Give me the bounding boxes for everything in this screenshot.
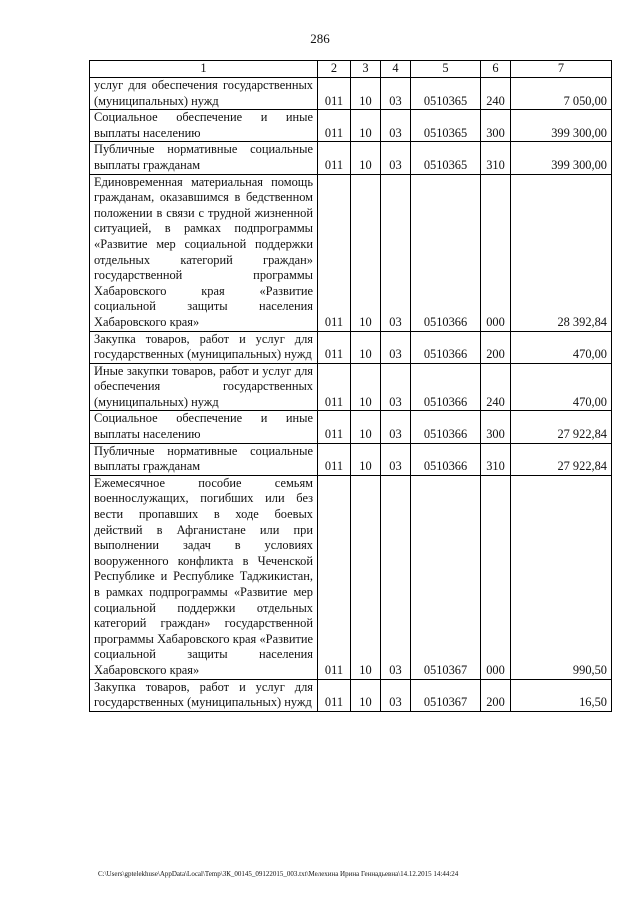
- row-description: Единовременная материальная помощь гражданам, оказавшимся в бедственном положении в связи с трудной жизненной ситуацией, в рамках подпрограммы «Развитие мер социальной поддержки отдельных категорий граждан» государственной программы Хабаровского края «Развитие социальной защиты населения Хабаровского края»: [90, 174, 318, 331]
- ministry-code: 011: [318, 475, 351, 679]
- subsection-code: 03: [381, 443, 411, 475]
- target-article-code: 0510367: [411, 679, 481, 711]
- amount: 399 300,00: [511, 110, 612, 142]
- ministry-code: 011: [318, 174, 351, 331]
- subsection-code: 03: [381, 679, 411, 711]
- amount: 470,00: [511, 331, 612, 363]
- row-description: Закупка товаров, работ и услуг для государственных (муниципальных) нужд: [90, 679, 318, 711]
- amount: 399 300,00: [511, 142, 612, 174]
- table-row: [90, 411, 612, 443]
- expense-type-code: 200: [481, 331, 511, 363]
- target-article-code: 0510366: [411, 363, 481, 411]
- target-article-code: 0510366: [411, 174, 481, 331]
- column-header: 6: [481, 61, 511, 78]
- row-description: Иные закупки товаров, работ и услуг для обеспечения государственных (муниципальных) нужд: [90, 363, 318, 411]
- amount: 470,00: [511, 363, 612, 411]
- ministry-code: 011: [318, 679, 351, 711]
- column-header: 3: [351, 61, 381, 78]
- expense-type-code: 300: [481, 411, 511, 443]
- target-article-code: 0510367: [411, 475, 481, 679]
- target-article-code: 0510366: [411, 443, 481, 475]
- section-code: 10: [351, 363, 381, 411]
- section-code: 10: [351, 110, 381, 142]
- expense-type-code: 240: [481, 78, 511, 110]
- row-description: Социальное обеспечение и иные выплаты населению: [90, 110, 318, 142]
- budget-table: [89, 60, 612, 712]
- ministry-code: 011: [318, 443, 351, 475]
- expense-type-code: 240: [481, 363, 511, 411]
- expense-type-code: 000: [481, 174, 511, 331]
- subsection-code: 03: [381, 411, 411, 443]
- target-article-code: 0510365: [411, 78, 481, 110]
- table-row: [90, 174, 612, 331]
- row-description: Публичные нормативные социальные выплаты гражданам: [90, 443, 318, 475]
- ministry-code: 011: [318, 110, 351, 142]
- target-article-code: 0510366: [411, 331, 481, 363]
- expense-type-code: 310: [481, 443, 511, 475]
- column-header: 4: [381, 61, 411, 78]
- table-row: [90, 363, 612, 411]
- ministry-code: 011: [318, 78, 351, 110]
- expense-type-code: 310: [481, 142, 511, 174]
- subsection-code: 03: [381, 78, 411, 110]
- column-header: 1: [90, 61, 318, 78]
- target-article-code: 0510366: [411, 411, 481, 443]
- column-header-row: [90, 61, 612, 78]
- table-row: [90, 475, 612, 679]
- amount: 990,50: [511, 475, 612, 679]
- subsection-code: 03: [381, 110, 411, 142]
- expense-type-code: 200: [481, 679, 511, 711]
- table-row: [90, 443, 612, 475]
- expense-type-code: 000: [481, 475, 511, 679]
- table-row: [90, 142, 612, 174]
- section-code: 10: [351, 475, 381, 679]
- target-article-code: 0510365: [411, 142, 481, 174]
- document-footer-path: C:\Users\gptelekhuse\AppData\Local\Temp\ЗК_00145_09122015_003.txt\Мелехина Ирина Геннадьевна\14.12.2015 14:44:24: [98, 870, 459, 878]
- page-number: 286: [310, 31, 330, 46]
- section-code: 10: [351, 443, 381, 475]
- row-description: Ежемесячное пособие семьям военнослужащих, погибших или без вести пропавших в ходе боевых действий в Афганистане или при выполнении задач в условиях вооруженного конфликта в Чеченской Республике и Республике Таджикистан, в рамках подпрограммы «Развитие мер социальной поддержки отдельных категорий граждан» государственной программы Хабаровского края «Развитие социальной защиты населения Хабаровского края»: [90, 475, 318, 679]
- subsection-code: 03: [381, 475, 411, 679]
- table-row: [90, 78, 612, 110]
- section-code: 10: [351, 411, 381, 443]
- section-code: 10: [351, 174, 381, 331]
- ministry-code: 011: [318, 142, 351, 174]
- subsection-code: 03: [381, 331, 411, 363]
- column-header: 2: [318, 61, 351, 78]
- amount: 7 050,00: [511, 78, 612, 110]
- section-code: 10: [351, 142, 381, 174]
- section-code: 10: [351, 679, 381, 711]
- amount: 28 392,84: [511, 174, 612, 331]
- amount: 27 922,84: [511, 411, 612, 443]
- table-row: [90, 110, 612, 142]
- subsection-code: 03: [381, 174, 411, 331]
- ministry-code: 011: [318, 331, 351, 363]
- table-row: [90, 679, 612, 711]
- section-code: 10: [351, 331, 381, 363]
- expense-type-code: 300: [481, 110, 511, 142]
- column-header: 5: [411, 61, 481, 78]
- subsection-code: 03: [381, 142, 411, 174]
- ministry-code: 011: [318, 411, 351, 443]
- row-description: Социальное обеспечение и иные выплаты населению: [90, 411, 318, 443]
- section-code: 10: [351, 78, 381, 110]
- table-row: [90, 331, 612, 363]
- row-description: Закупка товаров, работ и услуг для государственных (муниципальных) нужд: [90, 331, 318, 363]
- column-header: 7: [511, 61, 612, 78]
- row-description: Публичные нормативные социальные выплаты гражданам: [90, 142, 318, 174]
- amount: 16,50: [511, 679, 612, 711]
- target-article-code: 0510365: [411, 110, 481, 142]
- ministry-code: 011: [318, 363, 351, 411]
- row-description: услуг для обеспечения государственных (муниципальных) нужд: [90, 78, 318, 110]
- amount: 27 922,84: [511, 443, 612, 475]
- subsection-code: 03: [381, 363, 411, 411]
